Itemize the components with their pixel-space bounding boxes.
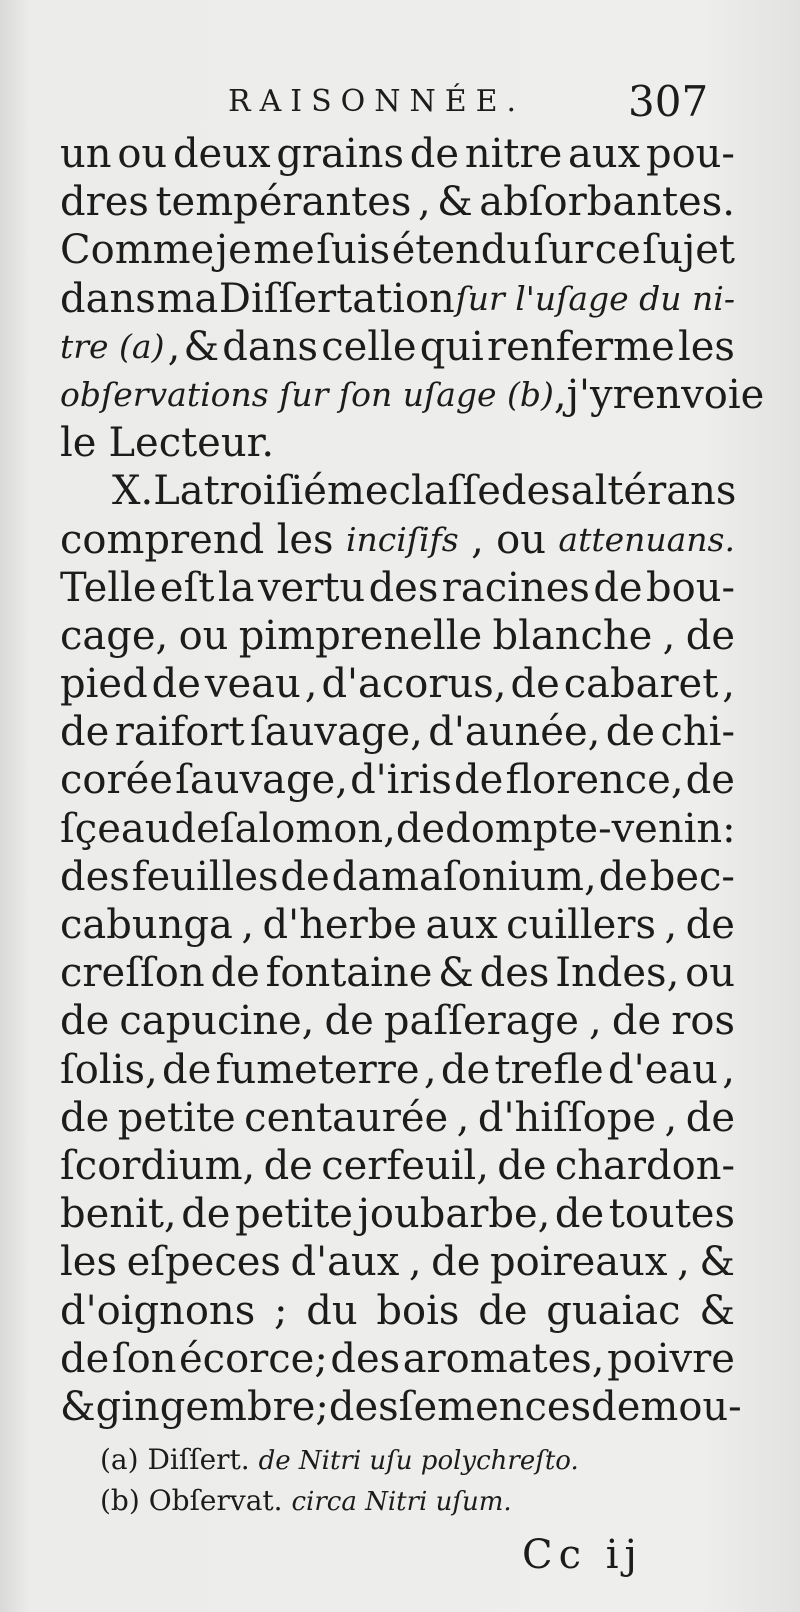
text-line	[60, 1046, 735, 1094]
word: troiſiéme	[203, 468, 389, 515]
text-line	[60, 130, 735, 178]
footnotes	[100, 1440, 720, 1522]
word: eſpeces	[126, 1239, 281, 1286]
word: cabaret	[563, 661, 719, 708]
word: ce	[594, 227, 641, 274]
word: j'y	[566, 371, 613, 418]
word: ou	[496, 516, 547, 563]
word: paſſerage	[383, 998, 579, 1045]
text-line	[60, 1238, 735, 1286]
word: celle	[321, 323, 417, 370]
word: le	[60, 420, 97, 467]
word: toutes	[608, 1191, 735, 1238]
word: de	[685, 902, 735, 948]
signature-mark: Cc ij	[522, 1532, 643, 1578]
word: ,	[471, 516, 484, 563]
word: étendu	[391, 227, 533, 274]
word: ſolis,	[60, 1046, 158, 1093]
word: grains	[276, 131, 404, 177]
word: des	[330, 1335, 401, 1382]
word: dres	[60, 179, 149, 226]
word: dans	[222, 323, 319, 370]
text-line	[60, 1383, 742, 1431]
word: pou-	[645, 131, 735, 177]
footnote-b-roman: Obſervat.	[148, 1484, 283, 1517]
word: des	[368, 564, 439, 611]
word: renferme	[487, 323, 675, 370]
word: florence,	[505, 757, 684, 804]
word: de	[554, 1191, 605, 1238]
word: deux	[172, 131, 271, 177]
word: trefle	[494, 1046, 604, 1093]
word: d'aux	[290, 1239, 400, 1286]
word: ,	[722, 1046, 735, 1093]
word: abſorbantes.	[479, 179, 735, 226]
word: poivre	[607, 1335, 735, 1382]
text-line	[60, 660, 735, 708]
word: d'iris	[350, 757, 452, 804]
text-line	[60, 371, 765, 419]
word: de	[685, 757, 735, 804]
word: les	[60, 1239, 117, 1286]
word: corée	[60, 757, 173, 804]
word: cuillers	[506, 902, 656, 948]
text-line	[60, 323, 735, 371]
word: chi-	[660, 709, 735, 756]
word: eſt	[159, 564, 215, 611]
word: feuilles	[131, 853, 279, 900]
footnote-a-mark: (a)	[100, 1443, 139, 1476]
word: ,	[423, 1046, 437, 1093]
word: de	[591, 1383, 641, 1430]
word: X.	[112, 468, 154, 515]
word: veau	[204, 661, 301, 708]
word: de	[478, 1287, 528, 1334]
word: &	[60, 1383, 96, 1430]
word: ,	[553, 371, 567, 418]
text-line	[60, 516, 735, 564]
word: ou	[117, 131, 168, 177]
text-line	[60, 949, 735, 997]
word: fumeterre	[215, 1046, 420, 1093]
word: tre (a)	[60, 326, 165, 366]
word: de	[324, 998, 374, 1045]
word: blanche	[492, 612, 653, 659]
word: ſuis	[316, 227, 391, 274]
text-line	[60, 275, 735, 323]
word: de	[440, 1046, 491, 1093]
word: poireaux	[490, 1239, 668, 1286]
word: tempérantes	[155, 179, 412, 226]
word: bois	[376, 1287, 460, 1334]
word: d'oignons	[60, 1287, 256, 1334]
word: des	[500, 468, 571, 515]
word: ou	[685, 950, 735, 997]
word: ,	[662, 612, 676, 659]
word: chardon-	[554, 1142, 735, 1189]
text-line	[60, 708, 735, 756]
word: mou-	[640, 1383, 742, 1430]
word: ſcordium,	[60, 1142, 256, 1189]
text-line	[60, 901, 735, 949]
word: ,	[167, 323, 181, 370]
word: les	[677, 323, 735, 370]
word: de	[497, 1142, 547, 1189]
word: ſujet	[642, 227, 735, 274]
word: petite	[117, 1094, 236, 1141]
word: Diſſertation	[218, 275, 455, 322]
word: me	[253, 227, 315, 274]
footnote-a	[100, 1440, 720, 1481]
page-header	[0, 72, 800, 132]
text-line	[60, 564, 735, 612]
word: aux	[425, 902, 498, 948]
running-head: RAISONNÉE.	[228, 84, 526, 119]
word: ros	[671, 998, 735, 1045]
word: de	[598, 853, 648, 900]
word: ,	[664, 1094, 678, 1141]
word: Telle	[60, 564, 157, 611]
word: de	[170, 805, 220, 852]
footnote-a-roman: Diſſert.	[147, 1443, 250, 1476]
word: de	[611, 998, 662, 1045]
word: guaiac	[546, 1287, 681, 1334]
word: &	[699, 1287, 735, 1334]
word: d'herbe	[262, 902, 417, 948]
footnote-b	[100, 1481, 720, 1522]
word: Indes,	[555, 950, 680, 997]
word: écorce;	[179, 1335, 328, 1382]
text-line	[60, 1190, 735, 1238]
word: la	[217, 564, 255, 611]
word: ſon	[111, 1335, 177, 1382]
text-line	[60, 467, 735, 515]
word: ,	[417, 179, 431, 226]
word: inciſifs	[345, 519, 459, 559]
word: ſçeau	[60, 805, 171, 852]
word: de	[280, 853, 330, 900]
word: de	[593, 564, 643, 611]
word: d'acorus,	[321, 661, 507, 708]
word: de	[431, 1239, 481, 1286]
word: de	[395, 805, 446, 852]
word: un	[60, 131, 112, 177]
word: ,	[456, 1094, 470, 1141]
word: benit,	[60, 1191, 177, 1238]
word: ſauvage,	[250, 709, 423, 756]
word: joubarbe,	[357, 1191, 551, 1238]
word: raifort	[114, 709, 245, 756]
word: ſauvage,	[175, 757, 348, 804]
word: d'hiſſope	[477, 1094, 656, 1141]
text-line	[60, 1094, 735, 1142]
word: pimprenelle	[238, 612, 483, 659]
word: de	[263, 1142, 313, 1189]
word: pied	[60, 661, 148, 708]
word: comprend	[60, 516, 265, 563]
word: gingembre;	[95, 1383, 329, 1430]
word: aux	[568, 131, 641, 177]
word: &	[437, 179, 473, 226]
text-line	[60, 178, 735, 226]
word: :	[722, 805, 736, 852]
word: dans	[60, 275, 156, 322]
word: racines	[441, 564, 590, 611]
word: les	[276, 516, 334, 563]
word: Lecteur.	[108, 420, 275, 467]
word: ſalomon	[219, 805, 384, 852]
word: bou-	[646, 564, 735, 611]
word: de	[454, 757, 504, 804]
word: ſemences	[398, 1383, 592, 1430]
word: &	[438, 950, 474, 997]
footnote-a-italic: de Nitri uſu polychreſto.	[258, 1446, 579, 1476]
word: de	[60, 1094, 110, 1141]
word: ,	[722, 661, 735, 708]
word: de	[60, 1335, 110, 1382]
word: dompte-venin	[445, 805, 723, 852]
footnote-b-italic: circa Nitri uſum.	[291, 1487, 512, 1517]
word: ,	[664, 902, 678, 948]
word: de	[409, 131, 460, 177]
word: ma	[156, 275, 219, 322]
text-line	[60, 1142, 735, 1190]
word: damaſonium,	[331, 853, 597, 900]
word: fontaine	[265, 950, 433, 997]
text-line	[60, 997, 735, 1045]
word: de	[181, 1191, 231, 1238]
word: ,	[589, 998, 602, 1045]
word: &	[699, 1239, 735, 1286]
word: ,	[677, 1239, 690, 1286]
word: attenuans.	[558, 519, 735, 559]
word: ſur l'uſage du ni-	[455, 278, 735, 318]
word: nitre	[464, 131, 563, 177]
word: d'eau	[608, 1046, 718, 1093]
word: des	[60, 853, 130, 900]
text-line	[60, 226, 735, 274]
word: claſſe	[388, 468, 501, 515]
word: de	[685, 1094, 735, 1141]
word: aromates,	[402, 1335, 605, 1382]
word: altérans	[570, 468, 737, 515]
word: des	[479, 950, 550, 997]
word: La	[153, 468, 204, 515]
word: de	[510, 661, 560, 708]
word: ,	[408, 1239, 422, 1286]
word: cabunga	[60, 902, 233, 948]
text-line	[60, 419, 735, 467]
word: de	[685, 612, 735, 659]
body-text	[60, 130, 765, 1431]
word: de	[60, 709, 110, 756]
word: Comme	[60, 227, 215, 274]
word: je	[215, 227, 252, 274]
footnote-b-mark: (b)	[100, 1484, 140, 1517]
word: de	[605, 709, 656, 756]
word: de	[60, 998, 110, 1045]
text-line	[60, 612, 735, 660]
word: de	[162, 1046, 212, 1093]
word: centaurée	[244, 1094, 449, 1141]
word: des	[328, 1383, 399, 1430]
page-number: 307	[628, 77, 709, 126]
word: obſervations ſur ſon uſage (b)	[60, 374, 554, 414]
word: ,	[241, 902, 255, 948]
word: ſur	[533, 227, 594, 274]
word: cage,	[60, 612, 169, 659]
word: ,	[383, 805, 396, 852]
word: de	[210, 950, 260, 997]
word: bec-	[649, 853, 735, 900]
word: ;	[274, 1287, 288, 1334]
word: de	[151, 661, 201, 708]
word: ,	[304, 661, 318, 708]
word: renvoie	[612, 371, 765, 418]
text-line	[60, 1335, 735, 1383]
word: petite	[235, 1191, 353, 1238]
text-line	[60, 853, 735, 901]
word: capucine,	[119, 998, 315, 1045]
word: ou	[178, 612, 229, 659]
word: du	[306, 1287, 358, 1334]
word: cerfeuil,	[321, 1142, 489, 1189]
text-line	[60, 1287, 735, 1335]
word: &	[183, 323, 220, 370]
word: d'aunée,	[428, 709, 601, 756]
word: qui	[419, 323, 484, 370]
word: creſſon	[60, 950, 205, 997]
text-line	[60, 805, 735, 853]
text-line	[60, 756, 735, 804]
word: vertu	[257, 564, 366, 611]
